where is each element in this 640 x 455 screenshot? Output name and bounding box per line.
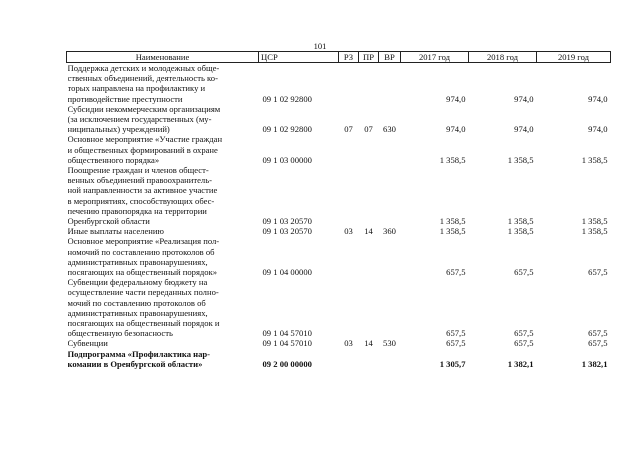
cell-2019: 1 382,1	[581, 358, 608, 369]
table-body	[67, 63, 611, 370]
cell-name	[67, 226, 259, 236]
cell-name	[67, 349, 259, 369]
cell-pr: 14	[364, 338, 373, 349]
cell-name	[67, 236, 259, 277]
name-line: в мероприятиях, способствующих обес-	[67, 195, 215, 206]
cell-rz: 07	[344, 124, 353, 135]
name-line: Иные выплаты населению	[67, 226, 164, 237]
cell-2018: 1 358,5	[507, 216, 534, 227]
table-row	[67, 277, 611, 338]
cell-2019: 657,5	[588, 328, 608, 339]
name-line: Поддержка детских и молодежных обще-	[67, 63, 220, 73]
table-row	[67, 134, 611, 165]
cell-vr	[379, 165, 401, 226]
name-line: посягающих на общественный порядок и	[67, 318, 220, 329]
cell-2017: 1 358,5	[439, 154, 466, 165]
header-2019: 2019 год	[537, 52, 611, 63]
cell-rz	[339, 165, 359, 226]
name-line: торых направлена на профилактику и	[67, 83, 206, 94]
cell-rz	[339, 134, 359, 165]
table-row	[67, 349, 611, 369]
cell-2017: 1 358,5	[439, 216, 466, 227]
name-line: мочий по составлению протоколов об	[67, 297, 206, 308]
cell-pr	[359, 165, 379, 226]
cell-rz	[339, 349, 359, 369]
cell-name	[67, 134, 259, 165]
cell-csr: 09 1 04 00000	[262, 267, 312, 278]
header-rz: РЗ	[339, 52, 359, 63]
name-line: номочий по составлению протоколов об	[67, 246, 215, 257]
cell-name	[67, 63, 259, 104]
name-line: Основное мероприятие «Участие граждан	[67, 134, 223, 145]
name-line: (за исключением государственных (му-	[67, 114, 212, 125]
cell-rz	[339, 277, 359, 338]
name-line: Субсидии некоммерческим организациям	[67, 103, 221, 114]
header-name: Наименование	[67, 52, 259, 63]
table-row	[67, 226, 611, 236]
cell-2018: 1 358,5	[507, 154, 534, 165]
cell-2018: 657,5	[514, 328, 534, 339]
table-row	[67, 165, 611, 226]
name-line: Оренбургской области	[67, 216, 150, 227]
name-line: Субвенции	[67, 338, 108, 349]
cell-csr: 09 1 03 20570	[262, 216, 312, 227]
table-row	[67, 338, 611, 348]
table-row	[67, 104, 611, 135]
cell-2017: 1 358,5	[439, 226, 466, 237]
cell-csr: 09 1 04 57010	[262, 338, 312, 349]
table-row	[67, 236, 611, 277]
name-line: осуществление части переданных полно-	[67, 287, 219, 298]
cell-pr	[359, 349, 379, 369]
cell-2018: 974,0	[514, 124, 534, 135]
header-vr: ВР	[379, 52, 401, 63]
cell-2017: 657,5	[446, 267, 466, 278]
name-line: общественную безопасность	[67, 328, 173, 339]
page-number: 101	[313, 41, 327, 51]
cell-2017: 974,0	[446, 93, 466, 104]
cell-vr: 360	[383, 226, 396, 237]
cell-pr	[359, 277, 379, 338]
cell-vr	[379, 277, 401, 338]
name-line: посягающих на общественный порядок»	[67, 267, 218, 278]
name-line: общественного порядка»	[67, 154, 160, 165]
cell-csr: 09 1 03 20570	[262, 226, 312, 237]
name-line: ственных объединений, деятельность ко-	[67, 73, 218, 84]
header-2017: 2017 год	[401, 52, 469, 63]
header-2018: 2018 год	[469, 52, 537, 63]
name-line: административных правонарушениях,	[67, 256, 208, 267]
name-line: Субвенции федеральному бюджету на	[67, 277, 208, 288]
cell-pr: 07	[364, 124, 373, 135]
name-line: ниципальных) учреждений)	[67, 124, 170, 135]
name-line: ной направленности за активное участие	[67, 185, 218, 196]
cell-pr	[359, 134, 379, 165]
cell-2019: 657,5	[588, 338, 608, 349]
cell-2018: 1 358,5	[507, 226, 534, 237]
cell-vr	[379, 349, 401, 369]
cell-rz	[339, 63, 359, 104]
table-row	[67, 63, 611, 104]
cell-rz	[339, 236, 359, 277]
cell-2019: 974,0	[588, 124, 608, 135]
header-csr: ЦСР	[259, 52, 339, 63]
name-line: печению правопорядка на территории	[67, 205, 207, 216]
cell-name	[67, 104, 259, 135]
cell-2019: 1 358,5	[581, 154, 608, 165]
table-header	[67, 52, 611, 63]
cell-2018: 974,0	[514, 93, 534, 104]
cell-csr: 09 2 00 00000	[262, 358, 312, 369]
name-line: Поощрение граждан и членов общест-	[67, 165, 209, 176]
header-pr: ПР	[359, 52, 379, 63]
cell-2017: 657,5	[446, 338, 466, 349]
cell-rz: 03	[344, 338, 353, 349]
name-line: комании в Оренбургской области»	[67, 358, 203, 369]
cell-2017: 657,5	[446, 328, 466, 339]
name-line: противодействие преступности	[67, 93, 183, 104]
cell-vr	[379, 236, 401, 277]
cell-2018: 657,5	[514, 267, 534, 278]
cell-vr	[379, 63, 401, 104]
cell-2019: 657,5	[588, 267, 608, 278]
cell-vr	[379, 134, 401, 165]
cell-csr: 09 1 03 00000	[262, 154, 312, 165]
cell-pr: 14	[364, 226, 373, 237]
cell-2019: 1 358,5	[581, 226, 608, 237]
cell-2019: 1 358,5	[581, 216, 608, 227]
name-line: Подпрограмма «Профилактика нар-	[67, 348, 211, 359]
cell-vr: 530	[383, 338, 396, 349]
cell-csr: 09 1 02 92800	[262, 93, 312, 104]
cell-2017: 974,0	[446, 124, 466, 135]
cell-name	[67, 338, 259, 348]
cell-rz: 03	[344, 226, 353, 237]
name-line: и общественных формирований в охране	[67, 144, 218, 155]
cell-2019: 974,0	[588, 93, 608, 104]
cell-csr: 09 1 04 57010	[262, 328, 312, 339]
name-line: административных правонарушениях,	[67, 307, 208, 318]
cell-pr	[359, 63, 379, 104]
name-line: венных объединений правоохранитель-	[67, 175, 213, 186]
cell-2018: 1 382,1	[507, 358, 534, 369]
budget-table	[66, 51, 611, 369]
cell-name	[67, 165, 259, 226]
cell-2018: 657,5	[514, 338, 534, 349]
cell-csr: 09 1 02 92800	[262, 124, 312, 135]
cell-name	[67, 277, 259, 338]
cell-vr: 630	[383, 124, 396, 135]
cell-2017: 1 305,7	[439, 358, 466, 369]
cell-pr	[359, 236, 379, 277]
name-line: Основное мероприятие «Реализация пол-	[67, 236, 220, 247]
